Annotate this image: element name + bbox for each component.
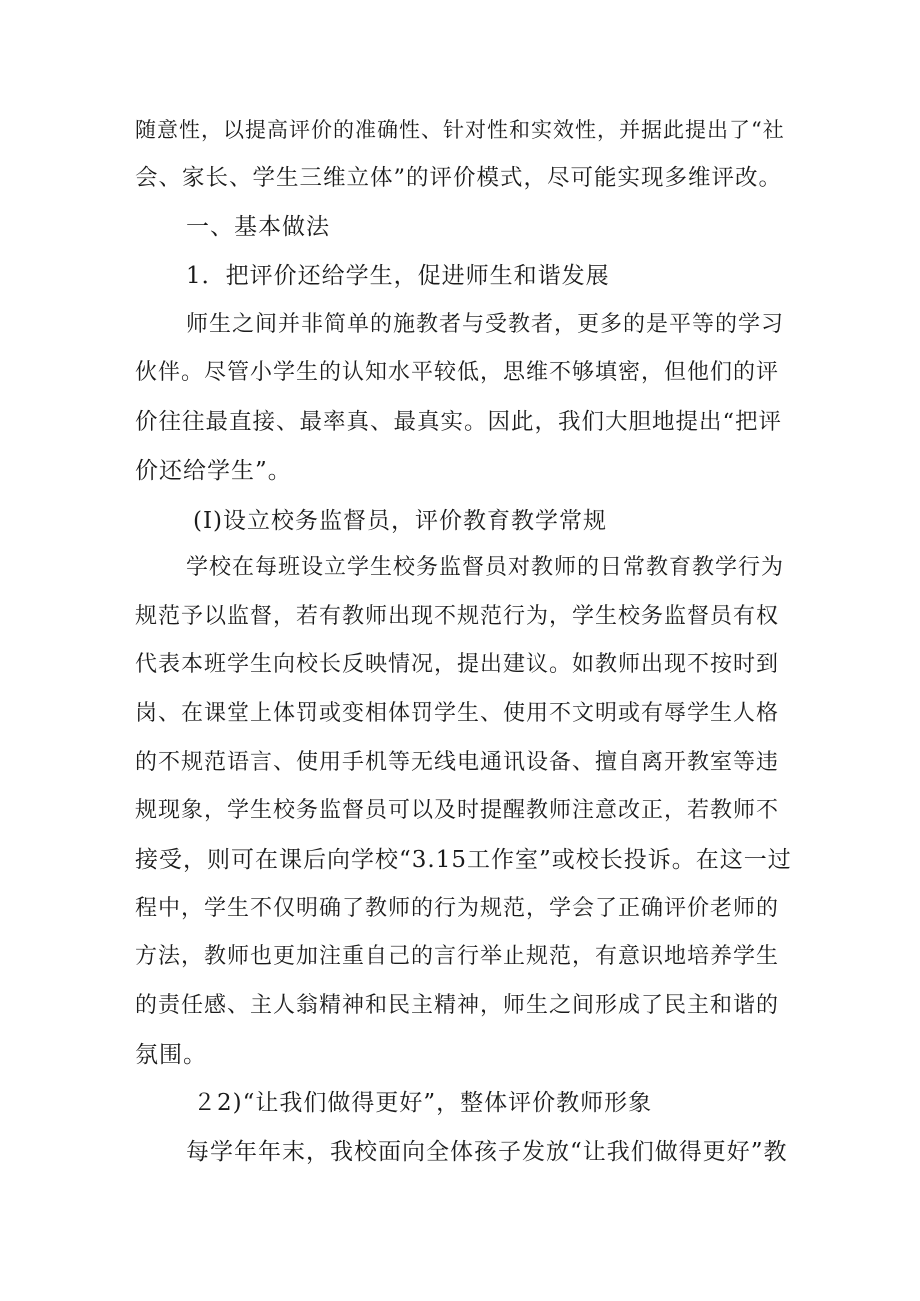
body-text-line: 伙伴。尽管小学生的认知水平较低，思维不够填密，但他们的评	[135, 360, 780, 385]
body-text-line: 氛围。	[135, 1042, 207, 1068]
body-text-line: 随意性，以提高评价的准确性、针对性和实效性，并据此提出了“社	[135, 118, 785, 142]
body-text-line: 价还给学生”。	[135, 458, 292, 484]
item-heading: ２2)“让我们做得更好”，整体评价教师形象	[193, 1090, 653, 1116]
body-text-line: 的不规范语言、使用手机等无线电通讯设备、擅自离开教室等违	[135, 750, 780, 775]
body-text-line: 规现象，学生校务监督员可以及时提醒教师注意改正，若教师不	[135, 798, 780, 823]
subsection-heading: 1．把评价还给学生，促进师生和谐发展	[186, 263, 610, 289]
body-text-line: 会、家长、学生三维立体”的评价模式，尽可能实现多维评改。	[135, 165, 783, 191]
body-text-line: 代表本班学生向校长反映情况，提出建议。如教师出现不按时到	[135, 652, 780, 677]
body-text-line: 每学年年末，我校面向全体孩子发放“让我们做得更好”教	[186, 1139, 788, 1165]
body-text-line: 的责任感、主人翁精神和民主精神，师生之间形成了民主和谐的	[135, 993, 780, 1018]
body-text-line: 程中，学生不仅明确了教师的行为规范，学会了正确评价老师的	[135, 896, 780, 921]
body-text-line: 价往往最直接、最率真、最真实。因此，我们大胆地提出“把评	[135, 409, 783, 435]
section-heading: 一、基本做法	[186, 214, 330, 240]
body-text-line: 师生之间并非简单的施教者与受教者，更多的是平等的学习	[186, 312, 785, 337]
body-text-line: 方法，教师也更加注重自己的言行举止规范，有意识地培养学生	[135, 944, 780, 969]
body-text-line: 接受，则可在课后向学校“3.15工作室”或校长投诉。在这一过	[135, 847, 792, 873]
item-heading: (I)设立校务监督员，评价教育教学常规	[193, 508, 608, 534]
body-text-line: 岗、在课堂上体罚或变相体罚学生、使用不文明或有辱学生人格	[135, 701, 780, 726]
body-text-line: 学校在每班设立学生校务监督员对教师的日常教育教学行为	[186, 555, 785, 580]
body-text-line: 规范予以监督，若有教师出现不规范行为，学生校务监督员有权	[135, 604, 780, 629]
